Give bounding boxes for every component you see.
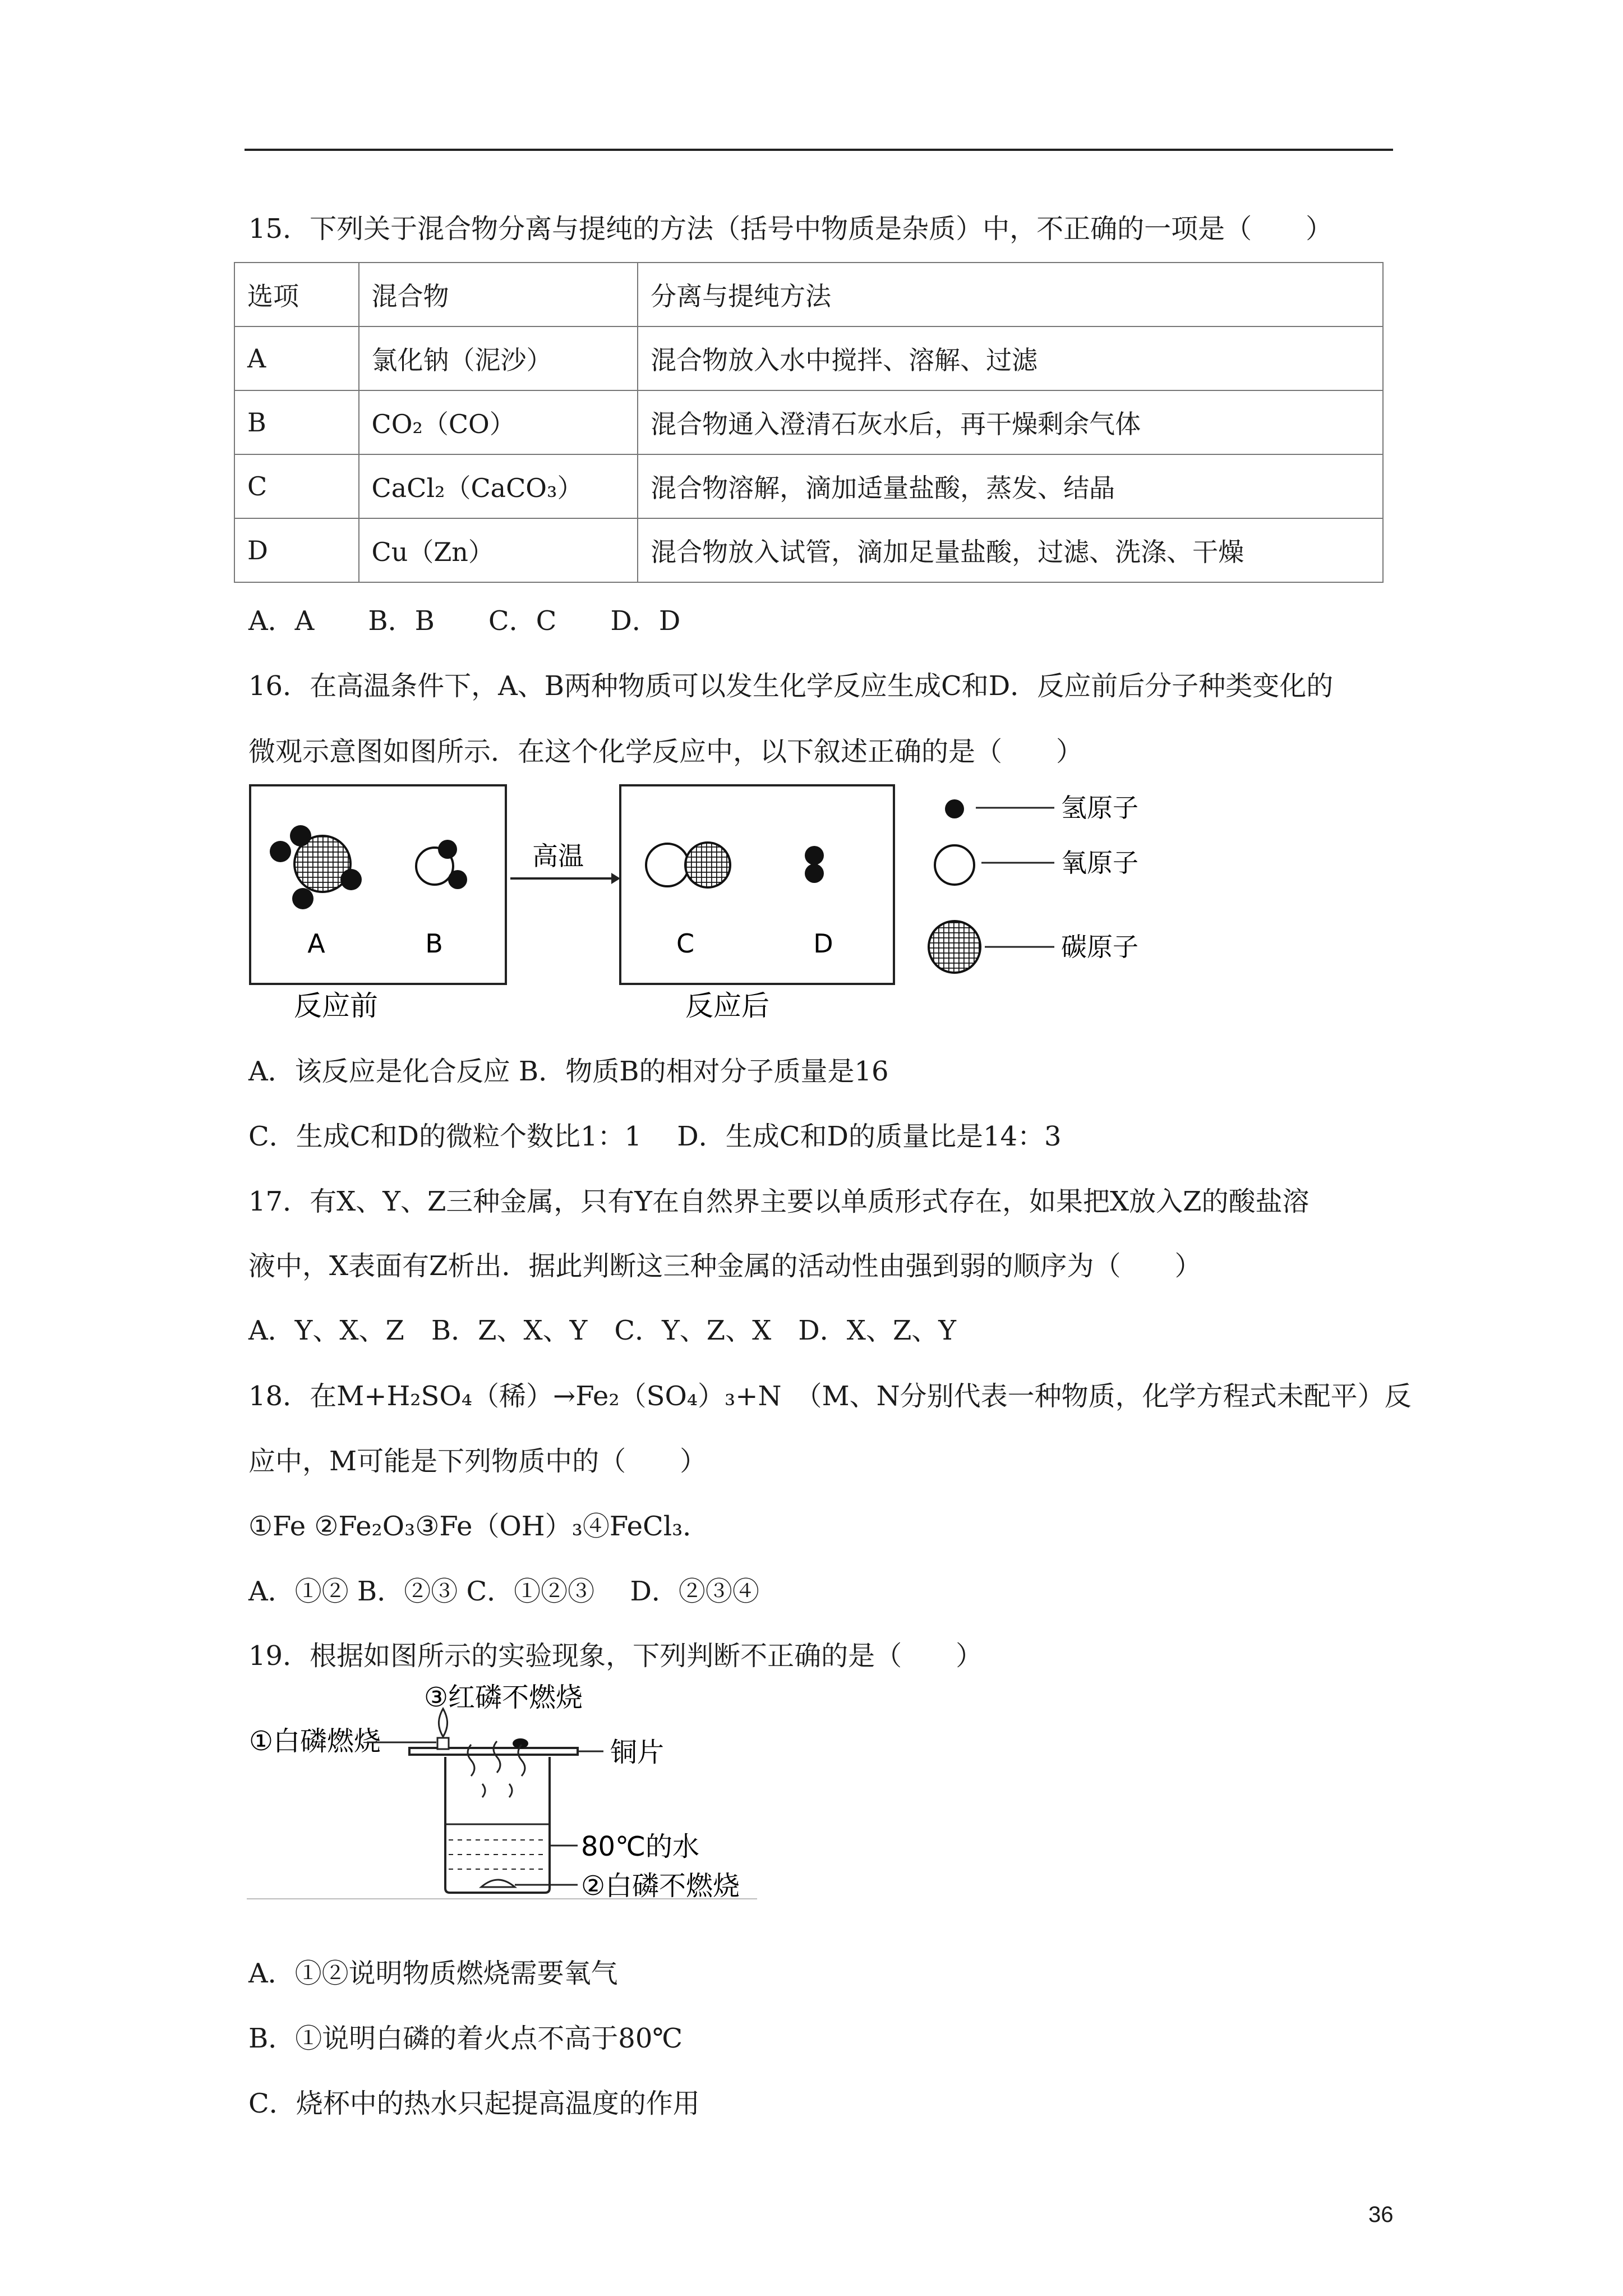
table-cell: Cu（Zn）: [359, 518, 638, 582]
table-header: 混合物: [359, 263, 638, 326]
molecule-c: [646, 843, 730, 887]
arrow-label: 高温: [532, 841, 584, 871]
svg-text:氢原子: 氢原子: [1061, 793, 1138, 823]
table-cell: A: [234, 326, 359, 390]
q19-combustion-diagram: [247, 1677, 763, 1902]
svg-text:碳原子: 碳原子: [1061, 932, 1138, 962]
white-phosphorus-burning: [437, 1709, 449, 1749]
table-header: 分离与提纯方法: [638, 263, 1383, 326]
table-cell: CaCl₂（CaCO₃）: [359, 454, 638, 518]
q19-option-c: C．烧杯中的热水只起提高温度的作用: [248, 2088, 700, 2119]
q16-options-line2: C．生成C和D的微粒个数比1：1 D．生成C和D的质量比是14：3: [248, 1121, 1062, 1152]
q17-stem-line1: 17．有X、Y、Z三种金属，只有Y在自然界主要以单质形式存在，如果把X放入Z的酸盐溶: [248, 1186, 1310, 1217]
q18-stem-line2: 应中，M可能是下列物质中的（ ）: [248, 1446, 707, 1477]
header-rule: [245, 149, 1393, 151]
table-row: [234, 518, 1383, 582]
molecule-b: [416, 840, 467, 889]
water-surface-dashes: [449, 1840, 546, 1869]
label-c: C: [676, 928, 695, 959]
table-row: [234, 326, 1383, 390]
q18-choices: ①Fe ②Fe₂O₃③Fe（OH）₃④FeCl₃．: [248, 1511, 710, 1542]
table-row: [234, 454, 1383, 518]
label-red-phosphorus: ③红磷不燃烧: [424, 1682, 583, 1713]
table-header: 选项: [234, 263, 359, 326]
q15-table: [234, 262, 1384, 583]
q16-stem-line2: 微观示意图如图所示．在这个化学反应中，以下叙述正确的是（ ）: [248, 736, 1083, 767]
table-cell: 氯化钠（泥沙）: [359, 326, 638, 390]
label-b: B: [425, 928, 443, 959]
molecule-d: [805, 846, 824, 883]
svg-text:氧原子: 氧原子: [1061, 848, 1138, 878]
label-white-phosphorus-in-water: ②白磷不燃烧: [581, 1870, 740, 1902]
q15-options: A．A B．B C．C D．D: [248, 605, 681, 637]
q18-options: A．①② B．②③ C．①②③ D．②③④: [248, 1576, 759, 1607]
page-number: 36: [1368, 2202, 1394, 2227]
white-phosphorus-in-water: [481, 1880, 515, 1887]
table-cell: 混合物放入水中搅拌、溶解、过滤: [638, 326, 1383, 390]
q16-options-line1: A．该反应是化合反应 B．物质B的相对分子质量是16: [248, 1056, 889, 1087]
table-cell: 混合物通入澄清石灰水后，再干燥剩余气体: [638, 390, 1383, 454]
reaction-arrowhead: [611, 873, 620, 884]
table-header-row: [234, 263, 1383, 326]
q15-stem: 15．下列关于混合物分离与提纯的方法（括号中物质是杂质）中，不正确的一项是（ ）: [248, 213, 1333, 245]
label-d: D: [813, 928, 833, 959]
before-caption: 反应前: [294, 990, 378, 1022]
q16-stem-line1: 16．在高温条件下，A、B两种物质可以发生化学反应生成C和D．反应前后分子种类变化的: [248, 670, 1334, 702]
q17-options: A．Y、X、Z B．Z、X、Y C．Y、Z、X D．X、Z、Y: [248, 1315, 956, 1346]
q19-option-b: B．①说明白磷的着火点不高于80℃: [248, 2023, 683, 2054]
table-row: [234, 390, 1383, 454]
molecule-a: [270, 825, 362, 909]
label-copper: 铜片: [610, 1737, 665, 1768]
table-cell: 混合物放入试管，滴加足量盐酸，过滤、洗涤、干燥: [638, 518, 1383, 582]
q17-stem-line2: 液中，X表面有Z析出．据此判断这三种金属的活动性由强到弱的顺序为（ ）: [248, 1250, 1202, 1282]
table-cell: C: [234, 454, 359, 518]
label-white-phosphorus-burning: ①白磷燃烧: [249, 1726, 381, 1757]
q19-stem: 19．根据如图所示的实验现象，下列判断不正确的是（ ）: [248, 1640, 983, 1672]
table-cell: D: [234, 518, 359, 582]
q19-option-a: A．①②说明物质燃烧需要氧气: [248, 1958, 618, 1989]
legend-hydrogen: [945, 793, 1138, 823]
q16-molecule-diagram: [247, 781, 1155, 1022]
label-water: 80℃的水: [581, 1831, 699, 1862]
table-cell: CO₂（CO）: [359, 390, 638, 454]
table-cell: B: [234, 390, 359, 454]
table-cell: 混合物溶解，滴加适量盐酸，蒸发、结晶: [638, 454, 1383, 518]
label-a: A: [307, 928, 325, 959]
legend-carbon: [929, 921, 1138, 973]
before-box: [250, 785, 506, 984]
legend-oxygen: [935, 845, 1138, 885]
q18-stem-line1: 18．在M+H₂SO₄（稀）→Fe₂（SO₄）₃+N （M、N分别代表一种物质，化学方程式未配平）反: [248, 1381, 1412, 1412]
after-caption: 反应后: [685, 990, 769, 1022]
